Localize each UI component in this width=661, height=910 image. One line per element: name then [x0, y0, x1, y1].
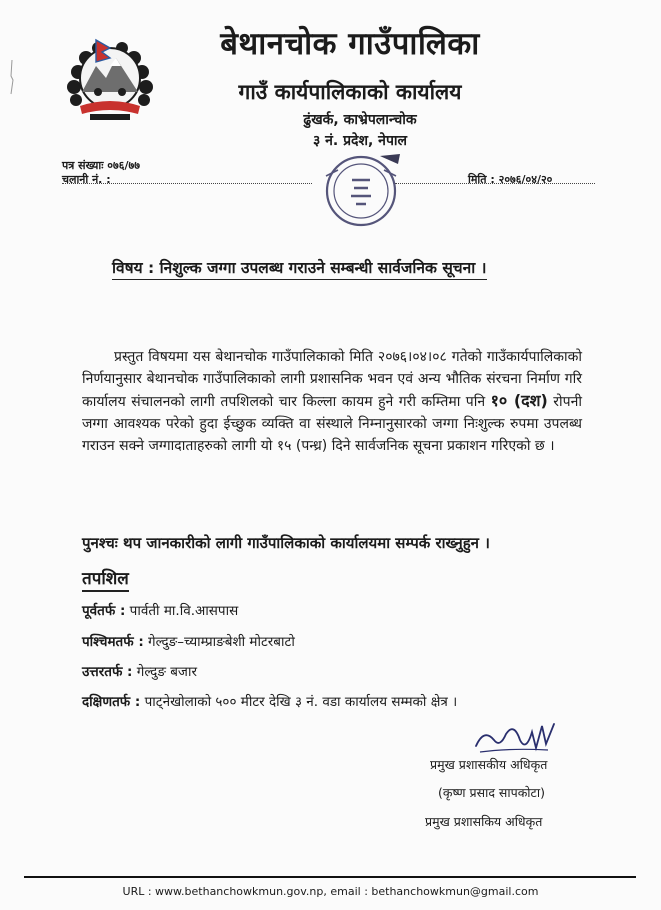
address-line-2: ३ नं. प्रदेश, नेपाल	[312, 133, 408, 149]
signature-icon	[470, 718, 560, 758]
boundary-label: पूर्वतर्फ :	[82, 603, 126, 619]
signatory-role: प्रमुख प्रशासकिय अधिकृत	[425, 814, 543, 829]
boundary-label: दक्षिणतर्फ :	[82, 694, 141, 710]
details-heading: तपशिल	[82, 566, 129, 592]
office-name: बेथानचोक गाउँपालिका	[220, 26, 480, 62]
letter-date: मिति : २०७६/०४/२०	[468, 173, 553, 186]
dispatch-number: चलानी नं. :	[62, 173, 111, 186]
subject-line: विषय : निशुल्क जग्गा उपलब्ध गराउने सम्बन्धी सार्वजनिक सूचना ।	[112, 256, 487, 280]
signatory-designation: प्रमुख प्रशासकीय अधिकृत	[430, 757, 548, 772]
boundary-east	[82, 601, 238, 619]
footer-rule	[24, 876, 636, 878]
body-text-part-2: रोपनी जग्गा आवश्यक परेको हुदा ईच्छुक व्यक्ति वा संस्थाले निम्नानुसारको जग्गा निःशुल्क रुपमा उपलब्ध गराउन सक्ने जग्गादाताहरुको लागी यो १५ (पन्ध्र) दिने सार्वजनिक सूचना प्रकाशन गरिएको छ ।	[82, 394, 583, 454]
boundary-label: उत्तरतर्फ :	[82, 664, 133, 680]
signatory-name: (कृष्ण प्रसाद सापकोटा)	[438, 785, 545, 800]
boundary-value: गेल्दुङ–च्याम्प्राङबेशी मोटरबाटो	[143, 634, 295, 650]
boundary-north	[82, 662, 197, 680]
land-area-emphasis: १० (दश)	[490, 391, 548, 410]
office-subtitle: गाउँ कार्यपालिकाको कार्यालय	[238, 80, 462, 104]
boundary-west	[82, 632, 295, 650]
boundary-value: पाट्नेखोलाको ५०० मीटर देखि ३ नं. वडा कार्यालय सम्मको क्षेत्र ।	[140, 694, 458, 710]
boundary-south	[82, 692, 457, 710]
government-emblem-icon	[60, 32, 160, 128]
body-text-part-1: प्रस्तुत विषयमा यस बेथानचोक गाउँपालिकाको मिति २०७६।०४।०८ गतेको गाउँकार्यपालिकाको निर्णयानुसार बेथानचोक गाउँपालिकाको लागी प्रशासनिक भवन एवं अन्य भौतिक संरचना निर्माण गरि कार्यालय संचालनको लागी तपशिलको चार किल्ला कायम हुने गरी कम्तिमा पनि	[82, 349, 582, 410]
postscript: पुनश्चः थप जानकारीको लागी गाउँपालिकाको कार्यालयमा सम्पर्क राख्नुहुन ।	[82, 534, 490, 552]
reference-number: पत्र संख्याः ०७६/७७	[62, 159, 140, 172]
boundary-value: पार्वती मा.वि.आसपास	[125, 603, 239, 619]
meta-separator-right	[395, 183, 595, 184]
official-stamp-icon	[318, 150, 404, 232]
meta-separator-left	[62, 183, 312, 184]
binder-mark	[8, 58, 16, 96]
boundary-label: पश्चिमतर्फ :	[82, 634, 144, 650]
notice-body	[82, 346, 582, 457]
boundary-value: गेल्दुङ बजार	[132, 664, 197, 680]
footer-contact: URL : www.bethanchowkmun.gov.np, email : bethanchowkmun@gmail.com	[122, 885, 539, 898]
address-line-1: ढुंखर्क, काभ्रेपलान्चोक	[303, 112, 417, 128]
